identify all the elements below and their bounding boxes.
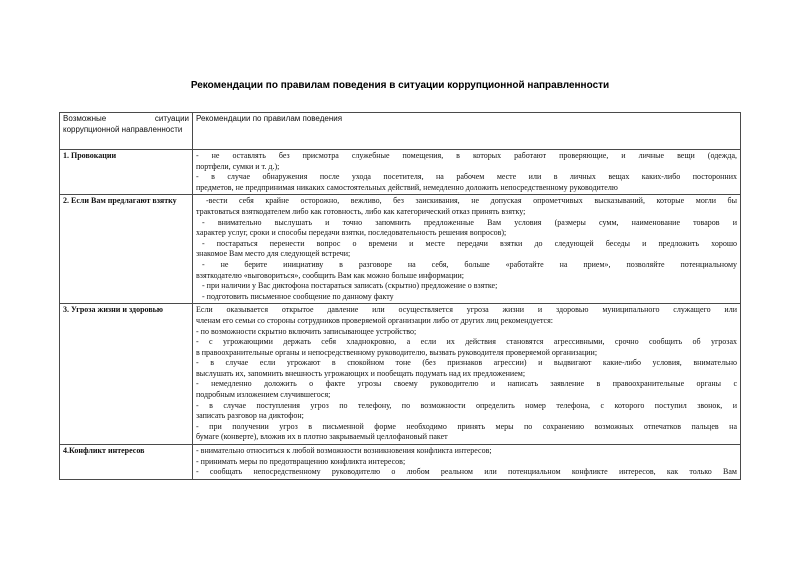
- table-row-conflict: [60, 445, 741, 480]
- header-situation: Возможные ситуации коррупционной направленности: [60, 113, 193, 150]
- rec-line: - принимать меры по предотвращению конфликта интересов;: [196, 456, 406, 466]
- recommendation-cell: [193, 150, 741, 195]
- recommendation-cell: [193, 195, 741, 304]
- situation-cell: 1. Провокации: [60, 150, 193, 195]
- recommendation-cell: [193, 304, 741, 445]
- header-recommendation: Рекомендации по правилам поведения: [193, 113, 741, 150]
- recommendations-table: [59, 112, 741, 480]
- page-title: Рекомендации по правилам поведения в ситуации коррупционной направленности: [190, 80, 610, 91]
- rec-line: - внимательно выслушать и точно запомнить предложенные Вам условия (размеры сумм, наименование товаров и: [202, 217, 737, 227]
- situation-cell: 3. Угроза жизни и здоровью: [60, 304, 193, 445]
- rec-line: - в случае если угрожают в спокойном тоне (без признаков агрессии) и выдвигают какие-либо условия, внимательно: [196, 358, 737, 368]
- rec-line: - при наличии у Вас диктофона постараться записать (скрытно) предложение о взятке;: [202, 281, 498, 291]
- rec-line: знакомое Вам место для следующей встречи;: [196, 249, 351, 259]
- table-row-provocations: [60, 150, 741, 195]
- table-row-bribe: [60, 195, 741, 304]
- rec-line: - немедленно доложить о факте угрозы своему руководителю и написать заявление в правоохранительные органы с: [196, 379, 737, 389]
- rec-line: - не берите инициативу в разговоре на себя, больше «работайте на прием», позволяйте потенциальному: [202, 259, 737, 269]
- rec-line: портфели, сумки и т. д.);: [196, 161, 280, 171]
- rec-line: - с угрожающими держать себя хладнокровно, а если их действия становятся агрессивными, срочно сообщить об угрозах: [196, 337, 737, 347]
- rec-line: членам его семьи со стороны сотрудников проверяемой организации либо от других лиц рекомендуется:: [196, 315, 553, 325]
- rec-line: предметов, не предпринимая никаких самостоятельных действий, немедленно доложить непосредственному руководителю: [196, 182, 618, 192]
- rec-line: -вести себя крайне осторожно, вежливо, без заискивания, не допуская опрометчивых высказываний, которые могли бы: [206, 196, 737, 206]
- rec-line: выслушать их, запомнить внешность угрожающих и пообещать подумать над их предложением;: [196, 368, 526, 378]
- rec-line: в правоохранительные органы и непосредственному руководителю, вызвать руководителя проверяемой организации;: [196, 347, 598, 357]
- table-row-threat: [60, 304, 741, 445]
- rec-line: - в случае обнаружения после ухода посетителя, на рабочем месте или в личных вещах каких-либо посторонних: [196, 172, 737, 182]
- rec-line: подробным изложением случившегося;: [196, 390, 331, 400]
- situation-cell: 2. Если Вам предлагают взятку: [60, 195, 193, 304]
- rec-line: - не оставлять без присмотра служебные помещения, в которых работают проверяющие, и личные вещи (одежда,: [196, 151, 737, 160]
- rec-line: - постараться перенести вопрос о времени и месте передачи взятки до следующей беседы и предложить хорошо: [202, 238, 737, 248]
- rec-line: бумаге (конверте), вложив их в плотно закрываемый целлофановый пакет: [196, 432, 448, 442]
- rec-line: - сообщать непосредственному руководителю о любом реальном или потенциальном конфликте интересов, как только Вам: [196, 467, 737, 477]
- rec-line: записать разговор на диктофон;: [196, 411, 304, 421]
- rec-line: - внимательно относиться к любой возможности возникновения конфликта интересов;: [196, 446, 492, 456]
- rec-line: - подготовить письменное сообщение по данному факту: [202, 291, 394, 301]
- situation-cell: 4.Конфликт интересов: [60, 445, 193, 480]
- rec-line: характер услуг, сроки и способы передачи взятки, последовательность решения вопросов);: [196, 228, 507, 238]
- recommendation-cell: [193, 445, 741, 480]
- rec-line: взяткодателю «выговориться», сообщить Вам как можно больше информации;: [196, 270, 465, 280]
- rec-line: трактоваться взяткодателем либо как готовность, либо как категорический отказ принять взятку;: [196, 206, 526, 216]
- table-header-row: [60, 113, 741, 150]
- rec-line: - в случае поступления угроз по телефону, по возможности определить номер телефона, с которого поступил звонок, и: [196, 400, 737, 410]
- rec-line: - при получении угроз в письменной форме необходимо принять меры по сохранению возможных отпечатков пальцев на: [196, 421, 737, 431]
- rec-line: - по возможности скрытно включить записывающее устройство;: [196, 326, 417, 336]
- rec-line: Если оказывается открытое давление или осуществляется угроза жизни и здоровью муниципального служащего или: [196, 305, 737, 315]
